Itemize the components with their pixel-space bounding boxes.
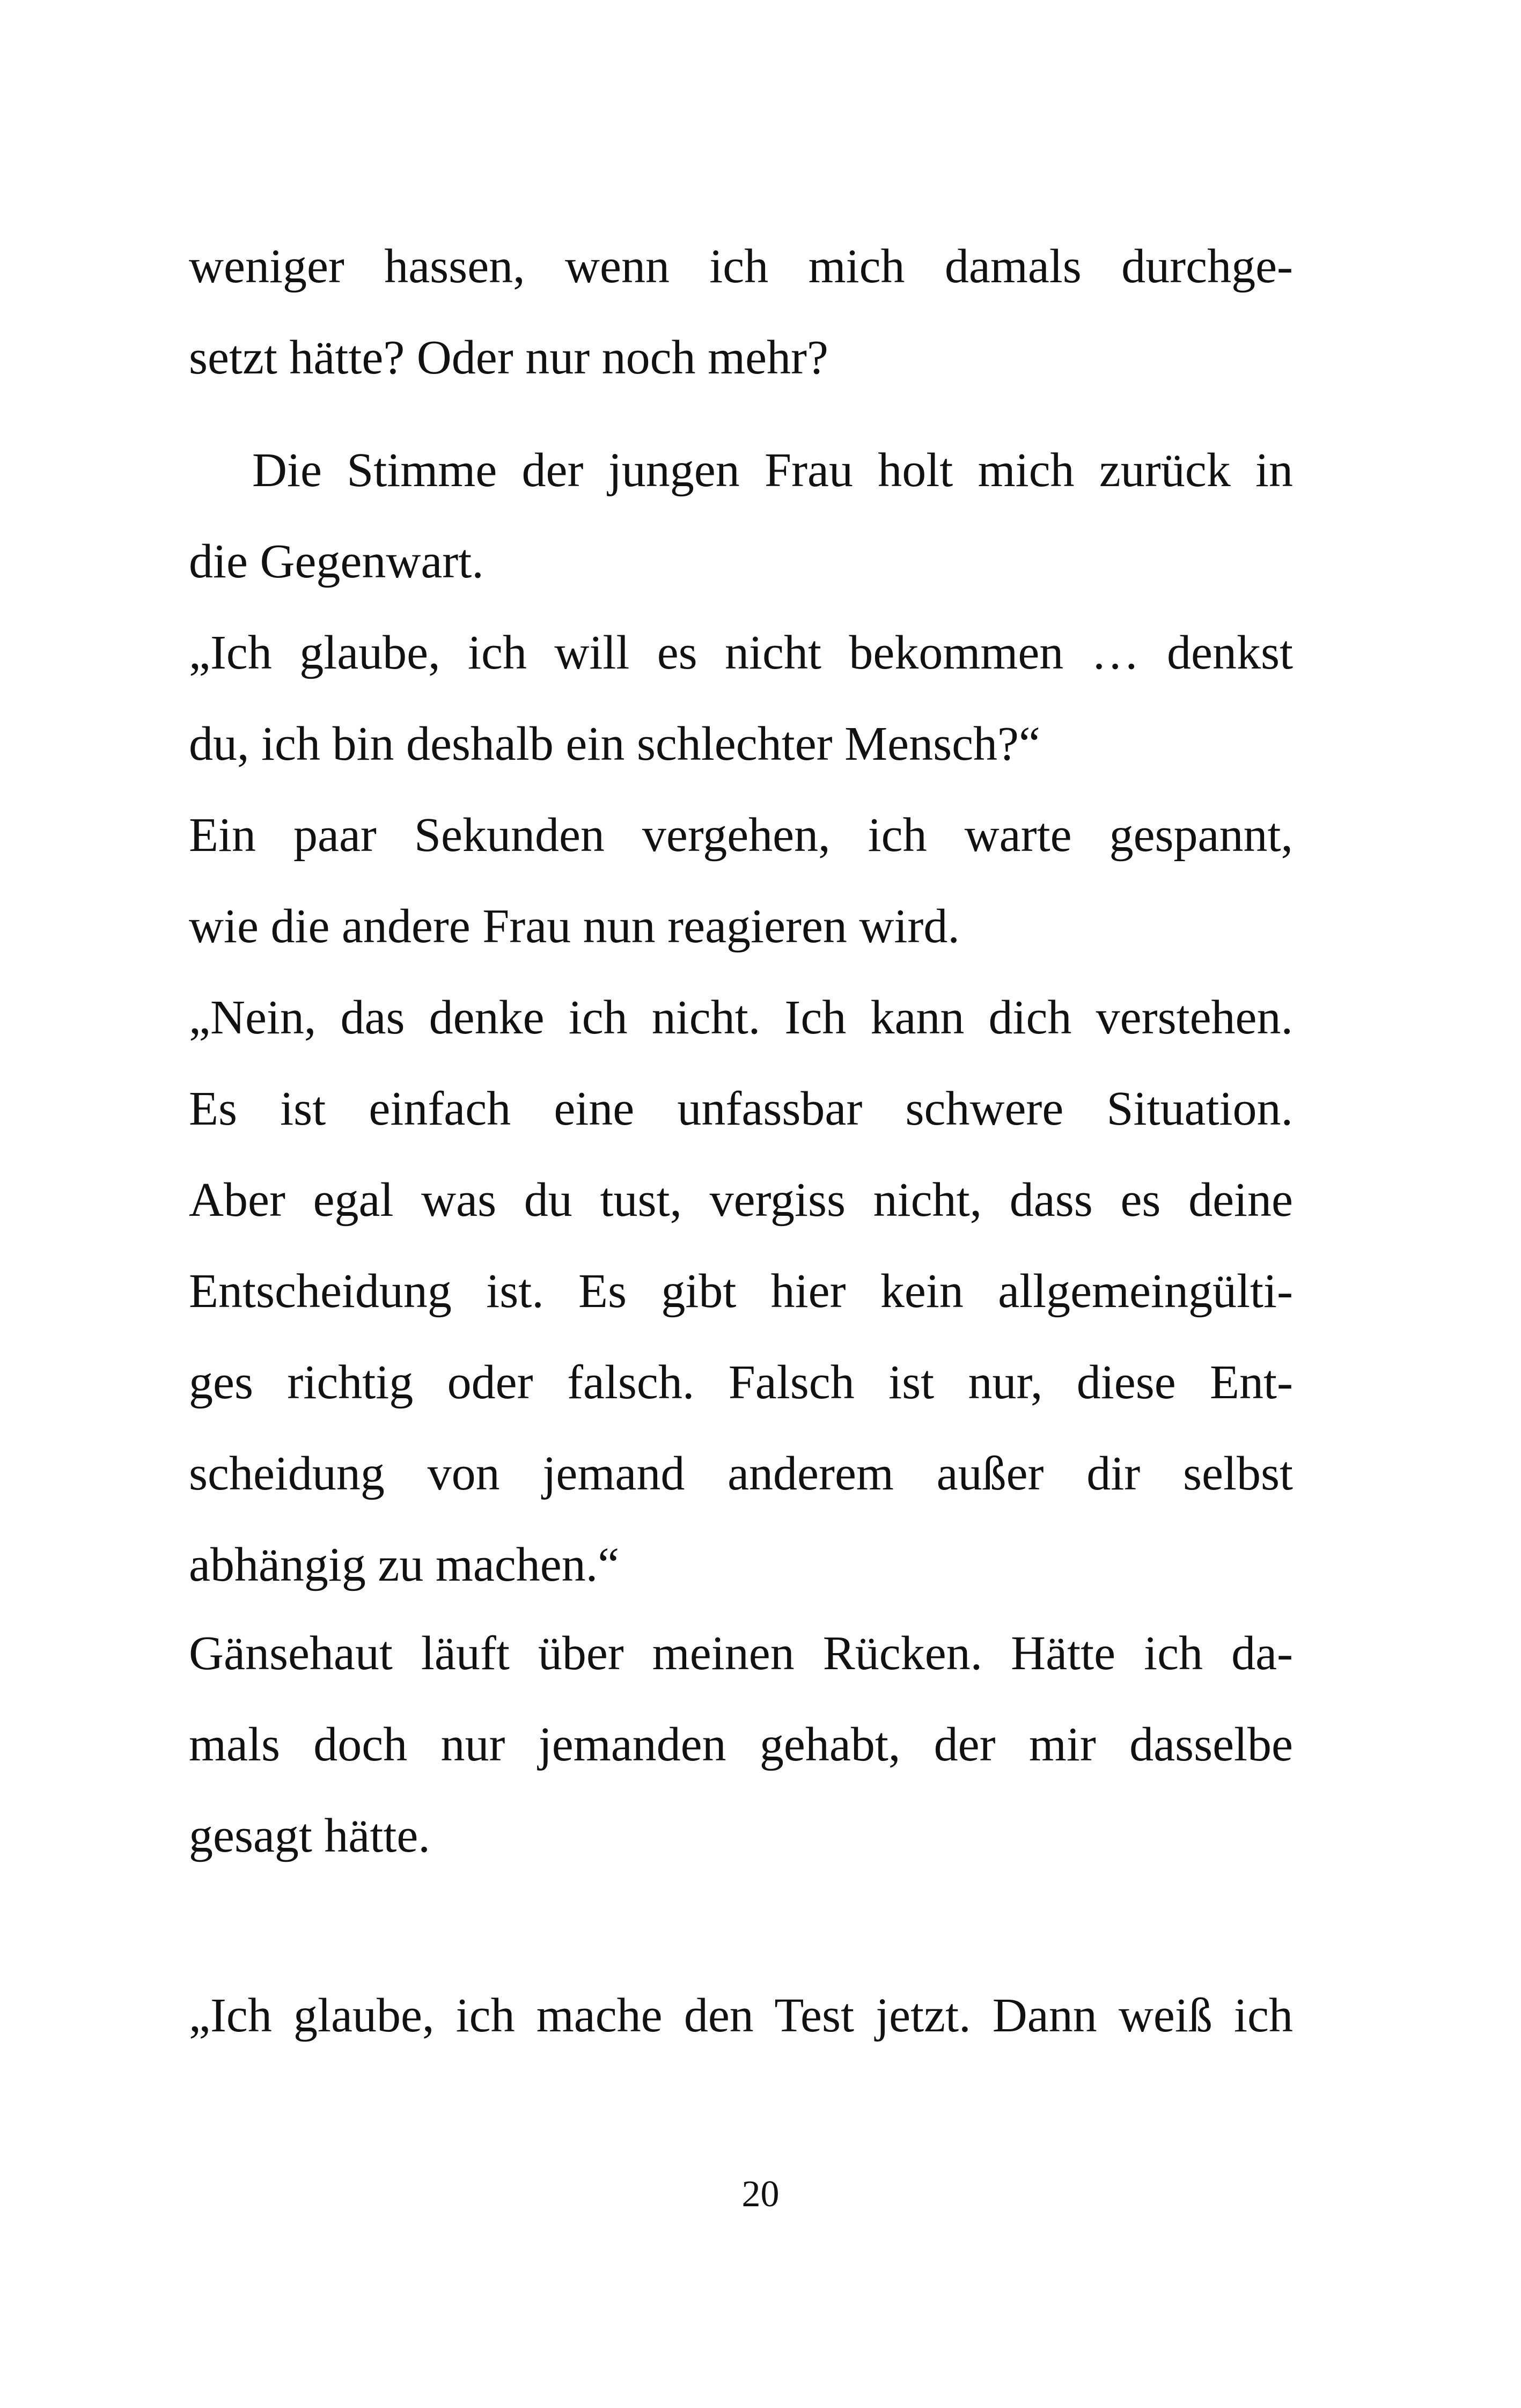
page-number: 20	[741, 2174, 780, 2215]
text-line: wie die andere Frau nun reagieren wird.	[189, 900, 960, 953]
text-line: „Nein, das denke ich nicht. Ich kann dich verstehen.	[189, 991, 1293, 1044]
text-line: setzt hätte? Oder nur noch mehr?	[189, 331, 828, 384]
text-line: „Ich glaube, ich mache den Test jetzt. Dann weiß ich	[189, 1989, 1293, 2042]
text-line: die Gegenwart.	[189, 535, 484, 588]
text-line: ges richtig oder falsch. Falsch ist nur, diese Ent-	[189, 1356, 1293, 1409]
paragraph-6	[189, 1608, 1293, 1882]
paragraph-7	[189, 1970, 1293, 2061]
text-line: Gänsehaut läuft über meinen Rücken. Hätte ich da-	[189, 1627, 1293, 1680]
text-line: du, ich bin deshalb ein schlechter Mensch?“	[189, 717, 1040, 770]
text-line: weniger hassen, wenn ich mich damals durchge-	[189, 240, 1293, 293]
text-line: abhängig zu machen.“	[189, 1538, 620, 1591]
paragraph-1	[189, 221, 1293, 403]
paragraph-2	[189, 425, 1293, 607]
paragraph-3	[189, 607, 1293, 790]
text-line: „Ich glaube, ich will es nicht bekommen … denkst	[189, 626, 1293, 679]
text-line: scheidung von jemand anderem außer dir selbst	[189, 1447, 1293, 1500]
text-line: gesagt hätte.	[189, 1809, 430, 1862]
text-line: Es ist einfach eine unfassbar schwere Situation.	[189, 1082, 1293, 1135]
text-line: Ein paar Sekunden vergehen, ich warte gespannt,	[189, 809, 1293, 862]
text-line: Aber egal was du tust, vergiss nicht, dass es deine	[189, 1173, 1293, 1227]
paragraph-4	[189, 790, 1293, 972]
text-line: mals doch nur jemanden gehabt, der mir dasselbe	[189, 1718, 1293, 1771]
text-line: Entscheidung ist. Es gibt hier kein allgemeingülti-	[189, 1265, 1293, 1318]
text-line: Die Stimme der jungen Frau holt mich zurück in	[252, 444, 1293, 497]
paragraph-5	[189, 972, 1293, 1611]
